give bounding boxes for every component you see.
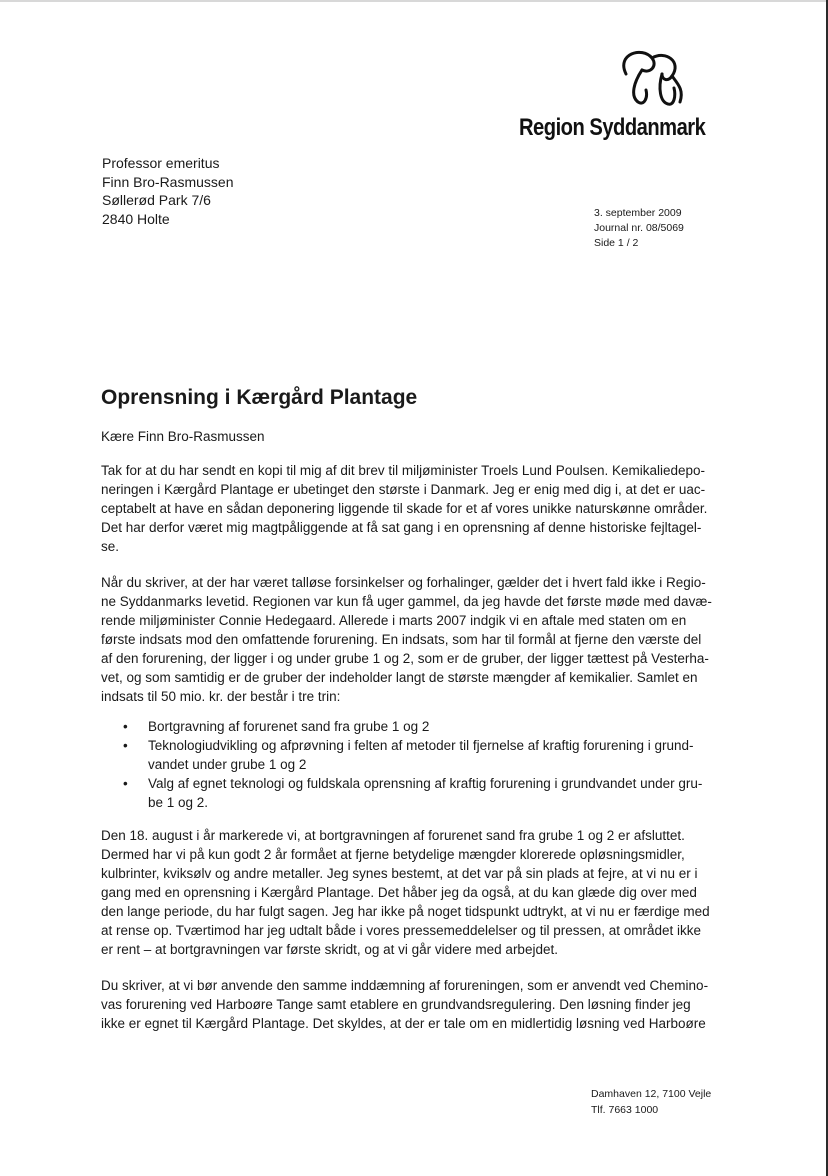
paragraph-line: Dermed har vi på kun godt 2 år formået at fjerne betydelige mængder klorerede opløsningsmidler, — [101, 847, 685, 862]
list-item — [101, 736, 731, 774]
footer-phone: Tlf. 7663 1000 — [591, 1104, 659, 1116]
logo-text: Region Syddanmark — [519, 114, 706, 141]
paragraph-line: Det har derfor været mig magtpåliggende at få sat gang i en oprensning af denne historiske fejltagel- — [101, 520, 702, 535]
recipient-line: 2840 Holte — [102, 210, 170, 227]
page-indicator: Side 1 / 2 — [594, 237, 639, 249]
letter-date: 3. september 2009 — [594, 207, 682, 219]
letter-meta — [594, 206, 684, 251]
recipient-line: Finn Bro-Rasmussen — [102, 173, 234, 190]
bullet-marker: • — [123, 738, 128, 753]
paragraph-line: er rent – at bortgravningen var første skridt, og at vi går videre med arbejdet. — [101, 942, 558, 957]
list-item — [101, 774, 731, 812]
paragraph-line: af den forurening, der ligger i og under grube 1 og 2, som er de gruber, der ligger tættest på Vesterha- — [101, 651, 709, 666]
sender-footer — [591, 1086, 711, 1118]
measures-list — [101, 717, 731, 812]
list-item-line: Teknologiudvikling og afprøvning i felten af metoder til fjernelse af kraftig forurening i grund- — [148, 738, 694, 753]
list-item-line: be 1 og 2. — [148, 795, 209, 810]
paragraph-line: vet, og som samtidig er de gruber der indeholder langt de største mængder af kemikalier. Samlet en — [101, 670, 698, 685]
letter-title: Oprensning i Kærgård Plantage — [101, 386, 418, 409]
paragraph-line: den lange periode, du har fulgt sagen. Jeg har ikke på noget tidspunkt udtrykt, at vi nu er færdige med — [101, 904, 710, 919]
paragraph-line: Tak for at du har sendt en kopi til mig af dit brev til miljøminister Troels Lund Poulsen. Kemikaliedepo- — [101, 463, 706, 478]
paragraph-2 — [101, 573, 731, 706]
paragraph-line: at rense op. Tværtimod har jeg udtalt både i vores pressemeddelelser og til pressen, at området ikke — [101, 923, 702, 938]
paragraph-line: kulbrinter, kviksølv og andre metaller. Jeg synes bestemt, at det var på sin plads at fejre, at vi nu er i — [101, 866, 698, 881]
paragraph-4 — [101, 976, 731, 1033]
list-item-line: vandet under grube 1 og 2 — [148, 757, 307, 772]
scan-edge-top — [0, 0, 828, 2]
recipient-line: Professor emeritus — [102, 155, 220, 171]
paragraph-line: vas forurening ved Harboøre Tange samt etablere en grundvandsregulering. Den løsning finder jeg — [101, 997, 691, 1012]
paragraph-3 — [101, 826, 731, 959]
bullet-marker: • — [123, 719, 128, 734]
recipient-address — [102, 154, 234, 228]
paragraph-line: neringen i Kærgård Plantage er ubetinget den største i Danmark. Jeg er enig med dig i, at det er uac- — [101, 482, 706, 497]
paragraph-line: første indsats mod den omfattende forurening. En indsats, som har til formål at fjerne den værste del — [101, 632, 702, 647]
paragraph-line: ne Syddanmarks levetid. Regionen var kun få uger gammel, da jeg havde det første møde med davæ- — [101, 594, 712, 609]
salutation: Kære Finn Bro-Rasmussen — [101, 429, 265, 444]
paragraph-line: se. — [101, 539, 120, 554]
list-item-line: Bortgravning af forurenet sand fra grube 1 og 2 — [148, 719, 430, 734]
paragraph-line: rende miljøminister Connie Hedegaard. Allerede i marts 2007 indgik vi en aftale med staten om en — [101, 613, 687, 628]
list-item-line: Valg af egnet teknologi og fuldskala oprensning af kraftig forurening i grundvandet under gru- — [148, 776, 703, 791]
paragraph-line: indsats til 50 mio. kr. der består i tre trin: — [101, 689, 341, 704]
paragraph-line: gang med en oprensning i Kærgård Plantage. Det håber jeg da også, at du kan glæde dig over med — [101, 885, 697, 900]
paragraph-line: ceptabelt at have en sådan deponering liggende til skade for et af vores unikke naturskønne områder. — [101, 501, 708, 516]
paragraph-line: Du skriver, at vi bør anvende den samme inddæmning af forureningen, som er anvendt ved Chemino- — [101, 978, 709, 993]
journal-number: Journal nr. 08/5069 — [594, 222, 684, 234]
recipient-line: Søllerød Park 7/6 — [102, 192, 211, 208]
paragraph-line: Når du skriver, at der har været talløse forsinkelser og forhalinger, gælder det i hvert fald ikke i Regio- — [101, 575, 706, 590]
bullet-marker: • — [123, 776, 128, 791]
list-item — [101, 717, 731, 736]
footer-address: Damhaven 12, 7100 Vejle — [591, 1088, 712, 1100]
paragraph-1 — [101, 461, 731, 556]
region-syddanmark-logo-icon — [612, 44, 692, 116]
paragraph-line: Den 18. august i år markerede vi, at bortgravningen af forurenet sand fra grube 1 og 2 er afsluttet. — [101, 828, 685, 843]
paragraph-line: ikke er egnet til Kærgård Plantage. Det skyldes, at der er tale om en midlertidig løsning ved Harboøre — [101, 1016, 706, 1031]
